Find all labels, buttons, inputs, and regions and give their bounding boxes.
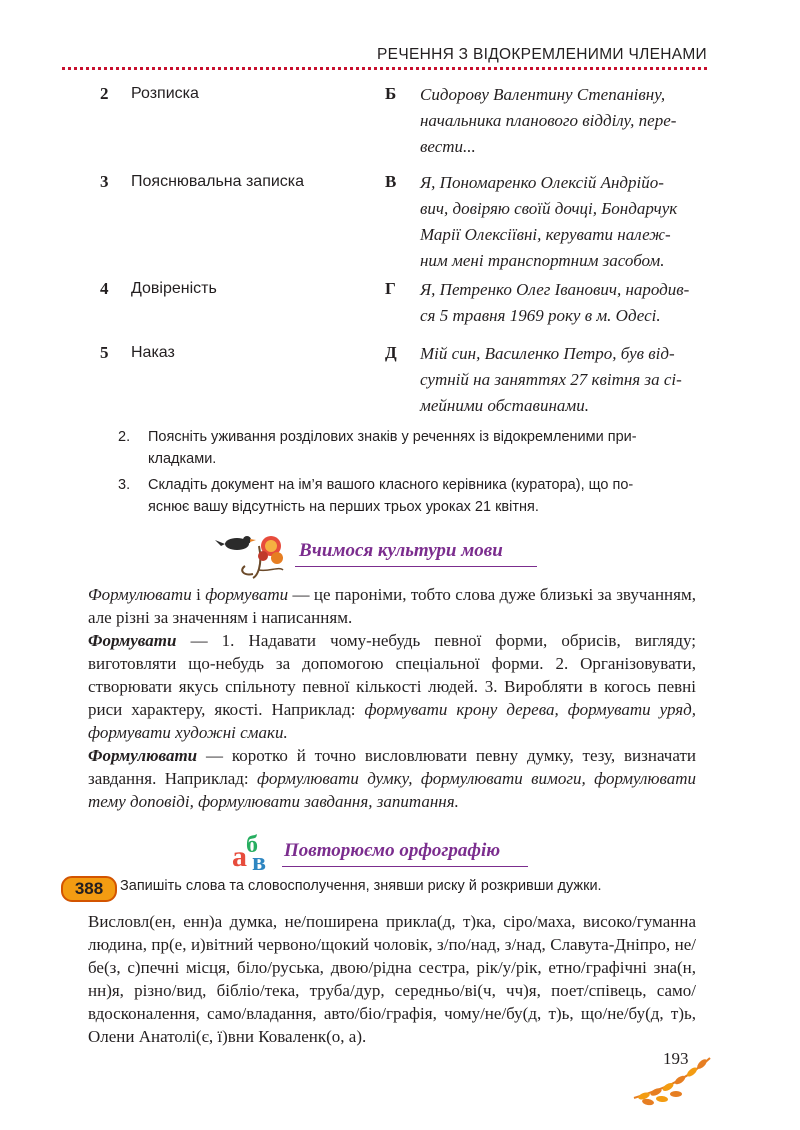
- matching-line: Марії Олексіївні, керувати належ-: [420, 225, 671, 244]
- matching-text: [420, 341, 710, 419]
- matching-number: 3: [100, 172, 109, 191]
- matching-term: Пояснювальна записка: [131, 173, 305, 190]
- header-title: РЕЧЕННЯ З ВІДОКРЕМЛЕНИМИ ЧЛЕНАМИ: [377, 46, 707, 63]
- task-line: Поясніть уживання розділових знаків у реченнях із відокремленими при-: [148, 429, 637, 445]
- matching-term: Розписка: [131, 85, 199, 102]
- task-number: 2.: [118, 429, 131, 445]
- matching-number: 5: [100, 343, 109, 362]
- matching-text: [420, 277, 710, 329]
- matching-letter: Г: [385, 279, 396, 298]
- matching-letter: Д: [385, 343, 397, 362]
- task-text: [148, 474, 698, 518]
- definition-term: Формувати: [88, 631, 177, 650]
- task-item: [118, 474, 698, 518]
- matching-term: Наказ: [131, 344, 175, 361]
- matching-line: ся 5 травня 1969 року в м. Одесі.: [420, 306, 661, 325]
- svg-text:а: а: [232, 840, 247, 873]
- matching-text: [420, 170, 710, 274]
- matching-line: начальника планового відділу, пере-: [420, 111, 677, 130]
- example-text: формувати крону дерева, формувати уряд, формувати художні смаки.: [88, 700, 697, 742]
- matching-letter: В: [385, 172, 397, 191]
- task-line: Складіть документ на ім’я вашого класного керівника (куратора), що по-: [148, 477, 634, 493]
- paragraph-text: і: [191, 585, 206, 604]
- matching-line: мейними обставинами.: [420, 396, 589, 415]
- task-number: 3.: [118, 477, 131, 493]
- matching-number: 4: [100, 279, 109, 298]
- culture-title-underline: [295, 566, 537, 567]
- culture-section-heading: [213, 528, 553, 578]
- orthography-title-underline: [282, 866, 528, 867]
- matching-number: 2: [100, 84, 109, 103]
- culture-body: [88, 583, 696, 813]
- exercise-number-badge: 388: [61, 876, 117, 902]
- matching-line: Сидорову Валентину Степанівну,: [420, 85, 666, 104]
- svg-text:в: в: [252, 847, 267, 874]
- orthography-section-heading: [230, 826, 550, 876]
- paragraph-text: — коротко й точно висловлювати певну думку, тезу, визначати завдання. Наприклад:: [88, 746, 696, 788]
- culture-paragraph: [88, 744, 696, 813]
- exercise-text: [88, 910, 696, 1048]
- culture-paragraph: [88, 583, 696, 629]
- exercise-paragraph: Висловл(ен, енн)а думка, не/поширена прикла(д, т)ка, сіро/маха, високо/гуманна людина, пр(е, и)вітний червоно/щокий чоловік, з/по/над, з/над, Славута-Дніпро, не/бе(з, с)печні місця, біло/руська, двою/рідна сестра, рік/у/рік, етно/графічні зна(н, нн)я, різно/вид, бібліо/тека, труба/дур, середньо/ві(ч, чч)я, поет/співець, само/вдосконалення, само/владання, авто/біо/графія, чому/не/бу(д, т)ь, що/не/бу(д, т)ь, Олени Анатолі(є, ї)вни Коваленк(о, а).: [88, 912, 696, 1046]
- matching-line: Мій син, Василенко Петро, був від-: [420, 344, 675, 363]
- matching-term: Довіреність: [131, 280, 217, 297]
- bird-flower-icon: [213, 526, 293, 582]
- example-text: формулювати думку, формулювати вимоги, формулювати тему доповіді, формулювати завдання, запитання.: [88, 769, 696, 811]
- running-header: [62, 40, 707, 70]
- culture-paragraph: [88, 629, 696, 744]
- matching-line: Я, Петренко Олег Іванович, народив-: [420, 280, 690, 299]
- matching-letter: Б: [385, 84, 397, 103]
- culture-title: Вчимося культури мови: [299, 540, 503, 561]
- orthography-title: Повторюємо орфографію: [284, 840, 501, 861]
- paragraph-text: — 1. Надавати чому-небудь певної форми, обрисів, вигляду; виготовляти що-небудь за допомогою спеціальної форми. 2. Організовувати, створювати якусь спільноту певної кількості людей. 3. Виробляти в когось певні риси характеру, якості. Наприклад:: [88, 631, 696, 719]
- paragraph-text: — це пароніми, тобто слова дуже близькі за звучанням, але різні за значенням і написанням.: [88, 585, 696, 627]
- abv-letters-icon: [230, 826, 280, 874]
- matching-line: Я, Пономаренко Олексій Андрійо-: [420, 173, 664, 192]
- task-line: яснює вашу відсутність на перших трьох уроках 21 квітня.: [148, 499, 539, 515]
- task-text: [148, 426, 698, 470]
- matching-text: [420, 82, 710, 160]
- header-divider: [62, 67, 707, 70]
- page-number: 193: [663, 1049, 689, 1068]
- matching-line: вич, довіряю своїй дочці, Бондарчук: [420, 199, 678, 218]
- task-item: [118, 426, 698, 470]
- matching-line: ним мені транспортним засобом.: [420, 251, 665, 270]
- svg-text:б: б: [246, 832, 258, 858]
- matching-line: сутній на заняттях 27 квітня за сі-: [420, 370, 682, 389]
- exercise-instruction: Запишіть слова та словосполучення, знявши риску й розкривши дужки.: [120, 878, 602, 894]
- paronym-term: Формулювати: [88, 585, 192, 604]
- definition-term: Формулювати: [88, 746, 198, 765]
- task-line: кладками.: [148, 451, 217, 467]
- matching-line: вести...: [420, 137, 476, 156]
- paronym-term: формувати: [205, 585, 289, 604]
